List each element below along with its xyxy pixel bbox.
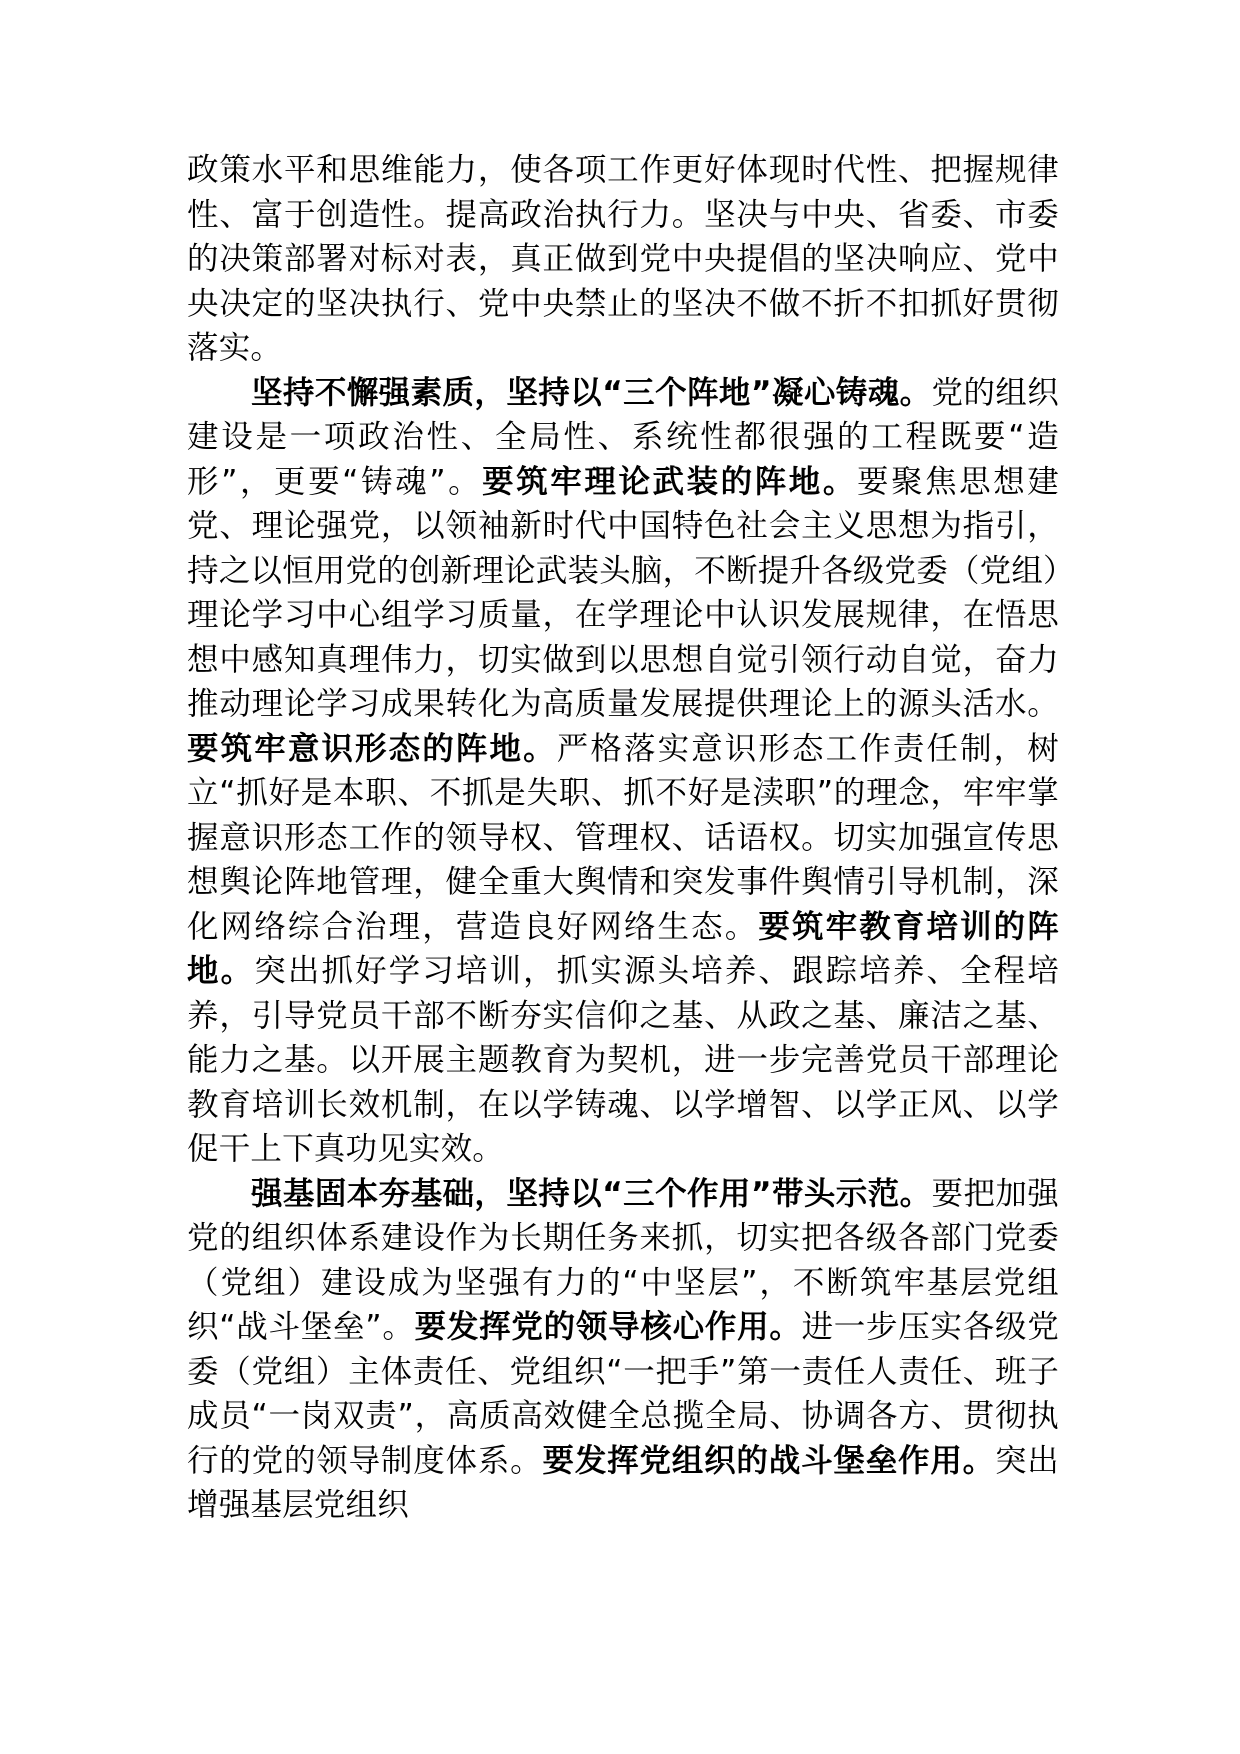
paragraph-2-text-3: 严格落实意识形态工作责任制，树立“抓好是本职、不抓是失职、抓不好是渎职”的理念，牢牢掌握意识形态工作的领导权、管理权、话语权。切实加强宣传思想舆论阵地管理，健全重大舆情和突发事件舆情引导机制，深化网络综合治理，营造良好网络生态。 xyxy=(187,730,1059,945)
paragraph-2 xyxy=(187,371,1059,1172)
document-page xyxy=(187,148,1059,1528)
paragraph-3-subheading-2: 要发挥党组织的战斗堡垒作用。 xyxy=(542,1442,995,1479)
paragraph-1-text: 政策水平和思维能力，使各项工作更好体现时代性、把握规律性、富于创造性。提高政治执行力。坚决与中央、省委、市委的决策部署对标对表，真正做到党中央提倡的坚决响应、党中央决定的坚决执行、党中央禁止的坚决不做不折不扣抓好贯彻落实。 xyxy=(187,152,1059,366)
paragraph-2-subheading-1: 要筑牢理论武装的阵地。 xyxy=(482,463,857,500)
paragraph-3-text-1: 要把加强党的组织体系建设作为长期任务来抓，切实把各级各部门党委（党组）建设成为坚强有力的“中坚层”，不断筑牢基层党组织“战斗堡垒”。 xyxy=(187,1175,1059,1345)
paragraph-3-subheading-1: 要发挥党的领导核心作用。 xyxy=(414,1309,802,1345)
paragraph-2-text-1: 党的组织建设是一项政治性、全局性、系统性都很强的工程既要“造形”，更要“铸魂”。 xyxy=(187,374,1059,500)
paragraph-2-subheading-3: 要筑牢教育培训的阵地。 xyxy=(187,908,1059,989)
paragraph-2-subheading-2: 要筑牢意识形态的阵地。 xyxy=(187,730,557,767)
paragraph-3-heading: 强基固本夯基础，坚持以“三个作用”带头示范。 xyxy=(251,1175,932,1212)
paragraph-2-text-2: 要聚焦思想建党、理论强党，以领袖新时代中国特色社会主义思想为指引，持之以恒用党的创新理论武装头脑，不断提升各级党委（党组）理论学习中心组学习质量，在学理论中认识发展规律，在悟思想中感知真理伟力，切实做到以思想自觉引领行动自觉，奋力推动理论学习成果转化为高质量发展提供理论上的源头活水。 xyxy=(187,463,1060,722)
paragraph-2-heading: 坚持不懈强素质，坚持以“三个阵地”凝心铸魂。 xyxy=(251,374,932,411)
paragraph-3-text-2: 进一步压实各级党委（党组）主体责任、党组织“一把手”第一责任人责任、班子成员“一岗双责”，高质高效健全总揽全局、协调各方、贯彻执行的党的领导制度体系。 xyxy=(187,1309,1059,1479)
paragraph-2-text-4: 突出抓好学习培训，抓实源头培养、跟踪培养、全程培养，引导党员干部不断夯实信仰之基、从政之基、廉洁之基、能力之基。以开展主题教育为契机，进一步完善党员干部理论教育培训长效机制，在以学铸魂、以学增智、以学正风、以学促干上下真功见实效。 xyxy=(187,953,1059,1167)
paragraph-3-text-3: 突出增强基层党组织 xyxy=(187,1442,1060,1523)
paragraph-1 xyxy=(187,148,1059,371)
paragraph-3 xyxy=(187,1172,1059,1528)
